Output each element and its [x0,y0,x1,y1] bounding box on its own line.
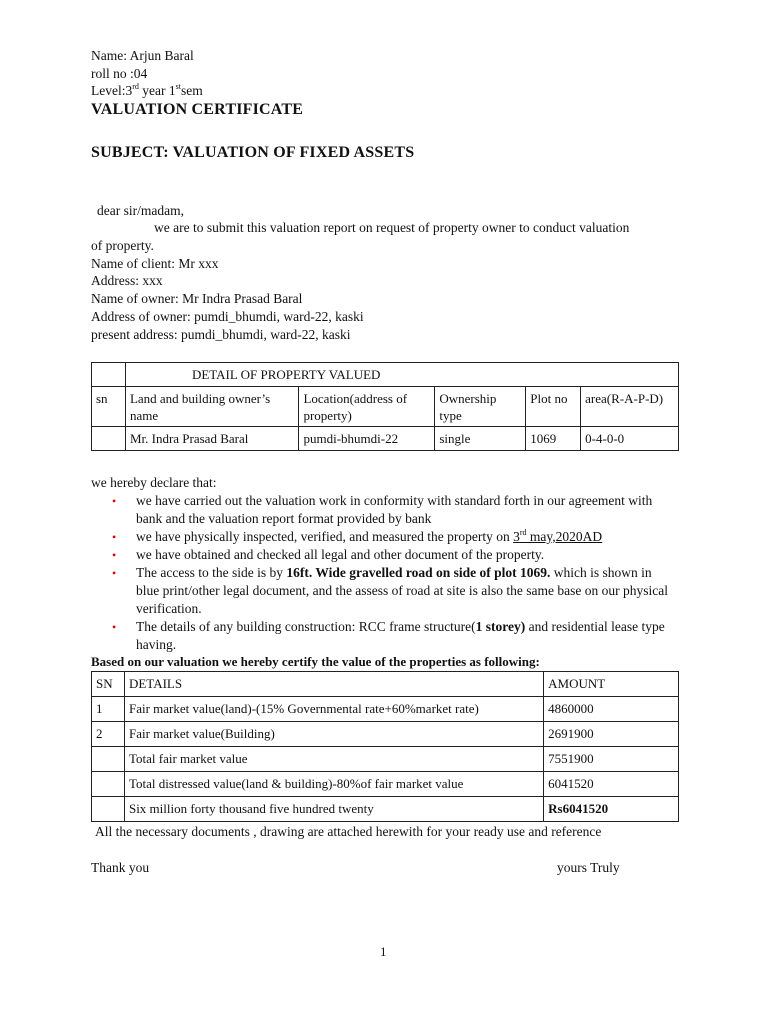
table-cell: Mr. Indra Prasad Baral [125,427,299,451]
table-cell: Fair market value(land)-(15% Governmental rate+60%market rate) [124,697,543,722]
table-row [92,722,679,747]
list-item: • The access to the side is by 16ft. Wide gravelled road on side of plot 1069. which is shown in blue print/other legal document, and the assess of road at site is also the same base on our physical verification. [112,565,668,616]
attached-note: All the necessary documents , drawing are attached herewith for your ready use and reference [95,824,602,839]
table-cell [92,427,126,451]
table-cell: 2 [92,722,125,747]
property-table [91,362,679,451]
list-item: • The details of any building construction: RCC frame structure(1 storey) and residential lease type having. [112,619,665,652]
level-line: Level:3rd year 1stsem [91,81,203,98]
table-header-cell: Plot no [526,387,581,427]
bullet-icon: • [112,548,117,562]
table-cell [92,363,126,387]
certify-line: Based on our valuation we hereby certify the value of the properties as following: [91,654,540,669]
table-header-cell: DETAILS [124,672,543,697]
property-table-header-row [92,387,679,427]
table-cell [92,772,125,797]
table-cell: single [435,427,526,451]
table-cell: Six million forty thousand five hundred twenty [124,797,543,822]
page-number: 1 [380,944,387,959]
valuation-table [91,671,679,822]
table-header-cell: Ownership type [435,387,526,427]
declare-heading: we hereby declare that: [91,475,217,490]
list-item: • we have carried out the valuation work in conformity with standard forth in our agreement with bank and the valuation report format provided by bank [112,493,653,526]
table-cell: 7551900 [544,747,679,772]
table-cell: 6041520 [544,772,679,797]
bullet-icon: • [112,620,117,634]
document-title: VALUATION CERTIFICATE [91,101,304,118]
table-cell: 1069 [526,427,581,451]
property-table-caption-row [92,363,679,387]
table-row [92,747,679,772]
table-cell: Rs6041520 [544,797,679,822]
table-cell [92,797,125,822]
table-cell: 2691900 [544,722,679,747]
table-row [92,697,679,722]
table-cell: Fair market value(Building) [124,722,543,747]
table-cell: 1 [92,697,125,722]
table-header-cell: SN [92,672,125,697]
thank-you: Thank you [91,860,150,875]
subject-heading: SUBJECT: VALUATION OF FIXED ASSETS [91,144,415,161]
table-cell: Total distressed value(land & building)-80%of fair market value [124,772,543,797]
list-item: • we have obtained and checked all legal and other document of the property. [112,547,545,562]
list-item: • we have physically inspected, verified, and measured the property on 3rd may,2020AD [112,527,603,544]
yours-truly: yours Truly [557,860,620,875]
intro-line-1: we are to submit this valuation report on request of property owner to conduct valuation [154,220,630,235]
roll-number: roll no :04 [91,66,148,81]
bullet-icon: • [112,566,117,580]
table-header-cell: Land and building owner’s name [125,387,299,427]
table-header-cell: AMOUNT [544,672,679,697]
intro-line-2: of property. [91,238,154,253]
declaration-list [112,492,672,654]
present-address: present address: pumdi_bhumdi, ward-22, kaski [91,327,351,342]
valuation-table-header-row [92,672,679,697]
table-header-cell: area(R-A-P-D) [581,387,679,427]
table-row [92,797,679,822]
table-row [92,772,679,797]
bullet-icon: • [112,494,117,508]
table-cell: 0-4-0-0 [581,427,679,451]
table-cell: pumdi-bhumdi-22 [299,427,435,451]
table-cell [92,747,125,772]
owner-address: Address of owner: pumdi_bhumdi, ward-22, kaski [91,309,364,324]
owner-name: Name of owner: Mr Indra Prasad Baral [91,291,303,306]
table-row [92,427,679,451]
table-header-cell: Location(address of property) [299,387,435,427]
greeting: dear sir/madam, [97,203,184,218]
client-address: Address: xxx [91,273,163,288]
client-name: Name of client: Mr xxx [91,256,219,271]
table-header-cell: sn [92,387,126,427]
table-cell: Total fair market value [124,747,543,772]
table-cell: 4860000 [544,697,679,722]
property-table-caption: DETAIL OF PROPERTY VALUED [125,363,678,387]
student-name: Name: Arjun Baral [91,48,194,63]
bullet-icon: • [112,530,117,544]
